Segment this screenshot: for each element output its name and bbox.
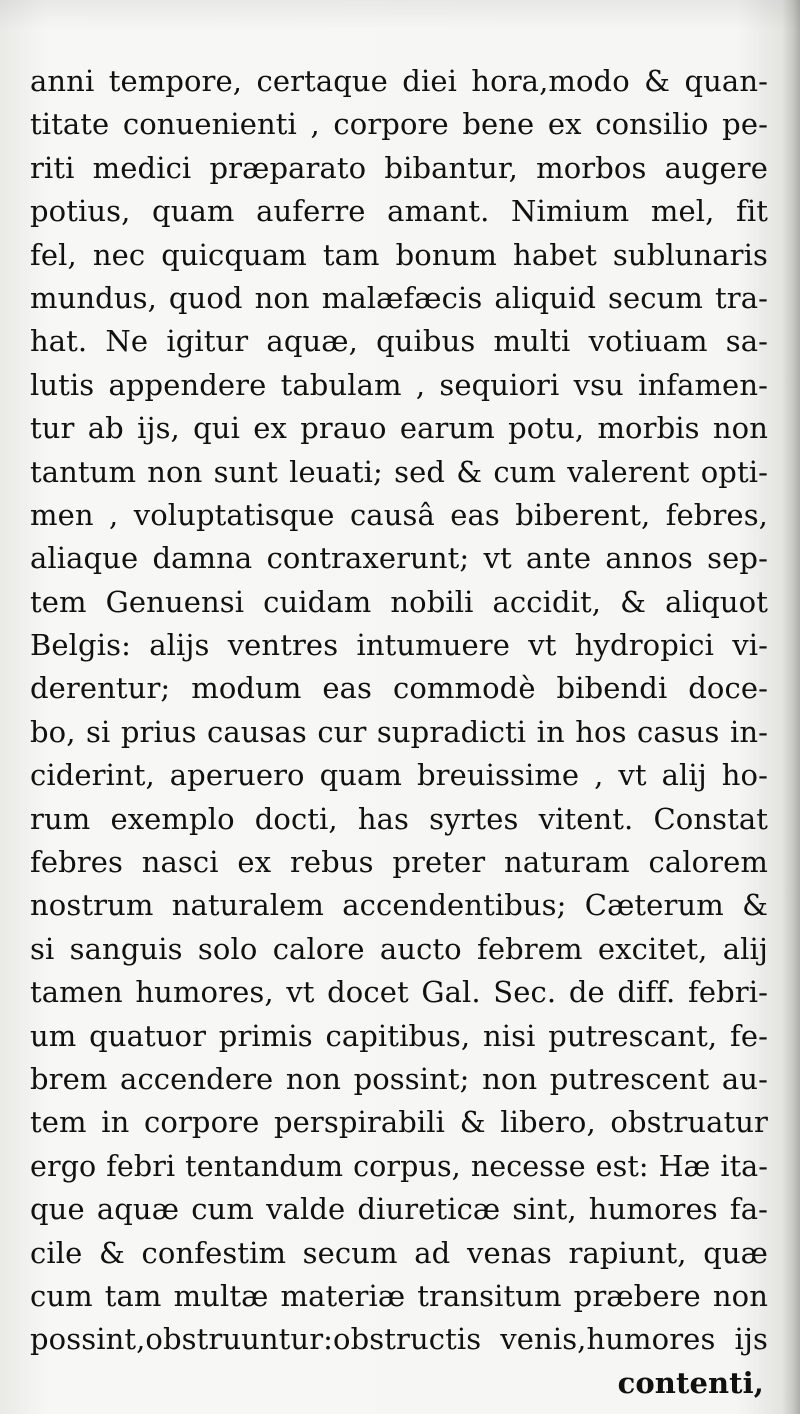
text-line: aliaque damna contraxerunt; vt ante annos sep- <box>30 541 768 576</box>
text-line: anni tempore, certaque diei hora,modo & quan- <box>30 64 768 98</box>
text-line: brem accendere non possint; non putrescent au- <box>30 1061 768 1096</box>
text-line: hat. Ne igitur aquæ, quibus multi votiuam sa- <box>30 324 768 359</box>
text-line: potius, quam auferre amant. Nimium mel, fit <box>30 194 768 229</box>
text-line: tem in corpore perspirabili & libero, obstruatur <box>30 1105 768 1140</box>
text-line: Belgis: alijs ventres intumuere vt hydropici vi- <box>30 628 768 663</box>
text-line: rum exemplo docti, has syrtes vitent. Constat <box>30 801 768 836</box>
text-line: si sanguis solo calore aucto febrem excitet, alij <box>30 931 768 966</box>
text-line: febres nasci ex rebus preter naturam calorem <box>30 845 768 880</box>
text-line: tantum non sunt leuati; sed & cum valerent opti- <box>30 454 768 489</box>
text-line: possint,obstruuntur:obstructis venis,humores ijs <box>30 1322 768 1357</box>
text-line: tem Genuensi cuidam nobili accidit, & aliquot <box>30 584 768 619</box>
text-line: que aquæ cum valde diureticæ sint, humores fa- <box>30 1192 768 1227</box>
text-line: nostrum naturalem accendentibus; Cæterum & <box>30 888 768 923</box>
text-line: fel, nec quicquam tam bonum habet sublunaris <box>30 237 768 272</box>
page-top-shadow <box>0 0 800 30</box>
text-line: um quatuor primis capitibus, nisi putrescant, fe- <box>30 1018 768 1053</box>
body-text <box>30 60 768 1405</box>
text-line: bo, si prius causas cur supradicti in hos casus in- <box>30 714 768 749</box>
catchword: contenti, <box>617 1365 764 1400</box>
text-line: ciderint, aperuero quam breuissime , vt alij ho- <box>30 758 768 793</box>
text-line: mundus, quod non malæfæcis aliquid secum tra- <box>30 280 768 315</box>
text-line: riti medici præparato bibantur, morbos augere <box>30 150 768 185</box>
text-line: lutis appendere tabulam , sequiori vsu infamen- <box>30 367 768 402</box>
text-line: cum tam multæ materiæ transitum præbere non <box>30 1278 768 1313</box>
text-line: titate conuenienti , corpore bene ex consilio pe- <box>30 107 768 142</box>
text-line: tur ab ijs, qui ex prauo earum potu, morbis non <box>30 411 768 446</box>
text-line: derentur; modum eas commodè bibendi doce- <box>30 671 768 706</box>
text-line: men , voluptatisque causâ eas biberent, febres, <box>30 497 768 532</box>
text-line: tamen humores, vt docet Gal. Sec. de diff. febri- <box>30 975 768 1010</box>
page-gutter-shadow <box>782 0 800 1414</box>
text-line: ergo febri tentandum corpus, necesse est: Hæ ita- <box>30 1149 768 1183</box>
text-line: cile & confestim secum ad venas rapiunt, quæ <box>30 1235 768 1270</box>
